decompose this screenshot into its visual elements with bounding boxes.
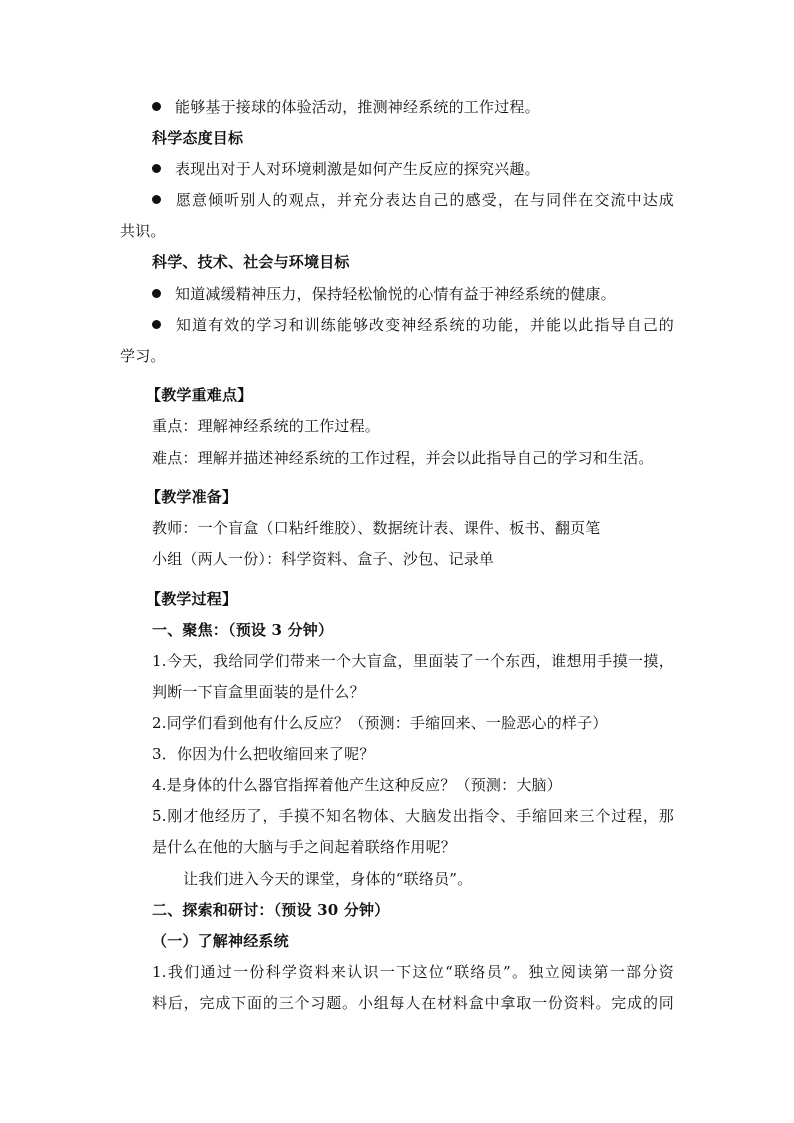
line-continuation: 共识。 xyxy=(120,222,166,240)
step-1: 1.今天，我给同学们带来一个大盲盒，里面装了一个东西，谁想用手摸一摸， xyxy=(152,652,674,670)
bullet-line-listen xyxy=(152,190,674,210)
line-continuation: 学习。 xyxy=(120,347,166,365)
text: 能够基于接球的体验活动，推测神经系统的工作过程。 xyxy=(175,98,540,116)
text: 表现出对于人对环境刺激是如何产生反应的探究兴趣。 xyxy=(175,160,540,178)
group-materials: 小组（两人一份）：科学资料、盒子、沙包、记录单 xyxy=(152,550,495,568)
heading-key-points: 【教学重难点】 xyxy=(146,386,253,404)
step-1-continuation: 判断一下盲盒里面装的是什么？ xyxy=(152,683,365,701)
bullet-icon xyxy=(152,102,161,111)
bullet-icon xyxy=(152,164,161,173)
explore-step-1: 1.我们通过一份科学资料来认识一下这位“联络员”。独立阅读第一部分资 xyxy=(152,963,674,981)
difficult-point: 难点：理解并描述神经系统的工作过程，并会以此指导自己的学习和生活。 xyxy=(152,449,654,467)
explore-step-1-continuation: 料后，完成下面的三个习题。小组每人在材料盒中拿取一份资料。完成的同 xyxy=(152,994,674,1012)
heading-stse: 科学、技术、社会与环境目标 xyxy=(152,253,350,271)
teacher-materials: 教师：一个盲盒（口粘纤维胶）、数据统计表、课件、板书、翻页笔 xyxy=(152,519,601,537)
bullet-icon xyxy=(152,289,161,298)
heading-explore: 二、探索和研讨：（预设 30 分钟） xyxy=(152,901,390,919)
bullet-icon xyxy=(152,320,161,329)
lesson-intro: 让我们进入今天的课堂，身体的“联络员”。 xyxy=(183,870,473,888)
bullet-icon xyxy=(152,195,161,204)
heading-process: 【教学过程】 xyxy=(146,590,238,608)
heading-nervous-system: （一）了解神经系统 xyxy=(152,932,289,950)
step-5: 5.刚才他经历了，手摸不知名物体、大脑发出指令、手缩回来三个过程，那 xyxy=(152,807,674,825)
key-point: 重点：理解神经系统的工作过程。 xyxy=(152,417,381,435)
bullet-line-infer-process xyxy=(152,97,540,117)
text: 知道有效的学习和训练能够改变神经系统的功能，并能以此指导自己的 xyxy=(175,316,674,334)
text: 知道减缓精神压力，保持轻松愉悦的心情有益于神经系统的健康。 xyxy=(175,285,616,303)
bullet-line-stress xyxy=(152,284,616,304)
step-4: 4.是身体的什么器官指挥着他产生这种反应？（预测：大脑） xyxy=(152,776,562,794)
heading-focus: 一、聚焦：（预设 3 分钟） xyxy=(152,621,334,639)
step-3: 3．你因为什么把收缩回来了呢？ xyxy=(152,745,375,763)
heading-preparation: 【教学准备】 xyxy=(146,488,238,506)
bullet-line-interest xyxy=(152,159,540,179)
bullet-line-training xyxy=(152,315,674,335)
step-5-continuation: 是什么在他的大脑与手之间起着联络作用呢？ xyxy=(152,838,457,856)
heading-science-attitude: 科学态度目标 xyxy=(152,129,244,147)
text: 愿意倾听别人的观点，并充分表达自己的感受，在与同伴在交流中达成 xyxy=(175,191,674,209)
step-2: 2.同学们看到他有什么反应？（预测：手缩回来、一脸恶心的样子） xyxy=(152,714,608,732)
